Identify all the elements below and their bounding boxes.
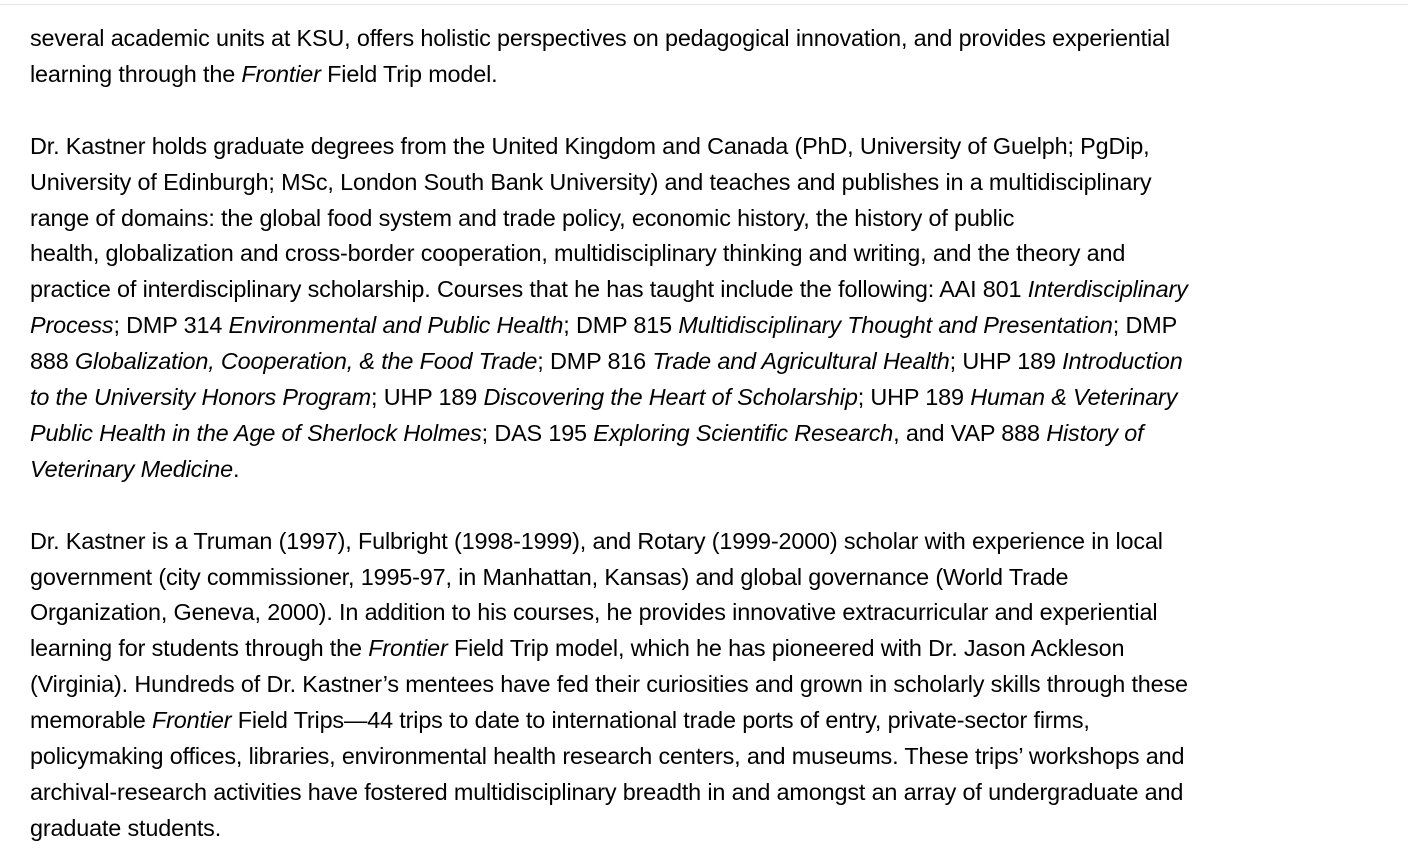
text-run: learning for students through the: [30, 635, 369, 662]
text-line: [30, 344, 1402, 380]
text-run: ; DMP 815: [563, 312, 679, 339]
italic-text-run: Discovering the Heart of Scholarship: [483, 384, 858, 411]
italic-text-run: Globalization, Cooperation, & the Food Trade: [74, 348, 538, 375]
italic-text-run: Process: [30, 312, 114, 339]
paragraph-3: [30, 524, 1402, 847]
text-line: [30, 703, 1402, 739]
text-run: ; DMP: [1112, 312, 1178, 339]
italic-text-run: Environmental and Public Health: [228, 312, 564, 339]
text-line: [30, 775, 1402, 811]
italic-text-run: Multidisciplinary Thought and Presentation: [678, 312, 1113, 339]
text-line: [30, 452, 1402, 488]
text-line: [30, 308, 1402, 344]
italic-text-run: to the University Honors Program: [30, 384, 371, 411]
text-line: [30, 165, 1402, 201]
paragraph-spacer: [30, 488, 1402, 524]
italic-text-run: Trade and Agricultural Health: [652, 348, 950, 375]
italic-text-run: Human & Veterinary: [970, 384, 1178, 411]
text-line: [30, 631, 1402, 667]
italic-text-run: Frontier: [152, 707, 232, 734]
text-line: [30, 811, 1402, 847]
text-run: graduate students.: [30, 814, 222, 841]
text-run: government (city commissioner, 1995-97, in Manhattan, Kansas) and global governance (World Trade: [30, 563, 1069, 590]
paragraph-2: [30, 129, 1402, 488]
text-line: [30, 272, 1402, 308]
text-run: range of domains: the global food system and trade policy, economic history, the history of public: [30, 204, 1015, 231]
text-run: ; UHP 189: [949, 348, 1063, 375]
text-line: [30, 595, 1402, 631]
italic-text-run: Frontier: [241, 60, 321, 87]
italic-text-run: Veterinary Medicine: [30, 455, 233, 482]
text-run: learning through the: [30, 60, 242, 87]
text-line: [30, 201, 1402, 237]
italic-text-run: Public Health in the Age of Sherlock Holmes: [30, 419, 482, 446]
text-run: 888: [30, 348, 75, 375]
text-run: ; DAS 195: [481, 419, 594, 446]
text-run: .: [233, 455, 240, 482]
paragraph-spacer: [30, 93, 1402, 129]
text-run: ; UHP 189: [371, 384, 484, 411]
italic-text-run: History of: [1046, 419, 1144, 446]
text-run: ; DMP 314: [113, 312, 229, 339]
text-line: [30, 236, 1402, 272]
text-run: archival-research activities have fostered multidisciplinary breadth in and amongst an array of undergraduate and: [30, 779, 1184, 805]
text-run: Field Trip model, which he has pioneered with Dr. Jason Ackleson: [447, 635, 1125, 662]
text-run: policymaking offices, libraries, environmental health research centers, and museums. These trips’ workshops and: [30, 743, 1185, 770]
italic-text-run: Interdisciplinary: [1027, 276, 1188, 303]
text-line: [30, 129, 1402, 165]
text-line: [30, 739, 1402, 775]
text-line: [30, 416, 1402, 452]
paragraph-1: [30, 21, 1402, 93]
text-run: Field Trip model.: [320, 60, 498, 87]
text-line: [30, 21, 1402, 57]
text-run: several academic units at KSU, offers holistic perspectives on pedagogical innovation, and provides experiential: [30, 25, 1170, 51]
text-run: practice of interdisciplinary scholarship. Courses that he has taught include the following: AAI 801: [30, 276, 1028, 303]
italic-text-run: Frontier: [368, 635, 448, 662]
italic-text-run: Exploring Scientific Research: [593, 419, 894, 446]
text-line: [30, 57, 1402, 93]
text-run: Dr. Kastner holds graduate degrees from the United Kingdom and Canada (PhD, University of Guelph; PgDip,: [30, 132, 1150, 159]
text-line: [30, 560, 1402, 596]
text-run: ; UHP 189: [857, 384, 971, 411]
text-line: [30, 667, 1402, 703]
text-run: Field Trips—44 trips to date to international trade ports of entry, private-sector firms,: [231, 707, 1090, 734]
text-run: University of Edinburgh; MSc, London South Bank University) and teaches and publishes in a multidisciplinary: [30, 168, 1152, 195]
text-run: Organization, Geneva, 2000). In addition to his courses, he provides innovative extracurricular and experiential: [30, 599, 1158, 626]
text-run: ; DMP 816: [537, 348, 653, 375]
text-line: [30, 524, 1402, 560]
text-run: memorable: [30, 707, 152, 734]
text-line: [30, 380, 1402, 416]
text-run: (Virginia). Hundreds of Dr. Kastner’s mentees have fed their curiosities and grown in scholarly skills through these: [30, 671, 1188, 698]
text-run: Dr. Kastner is a Truman (1997), Fulbright (1998-1999), and Rotary (1999-2000) scholar with experience in local: [30, 527, 1163, 554]
italic-text-run: Introduction: [1062, 348, 1183, 375]
text-run: health, globalization and cross-border cooperation, multidisciplinary thinking and writing, and the theory and: [30, 240, 1126, 267]
text-run: , and VAP 888: [893, 419, 1047, 446]
document-body: [30, 21, 1402, 847]
top-divider: [0, 4, 1408, 5]
